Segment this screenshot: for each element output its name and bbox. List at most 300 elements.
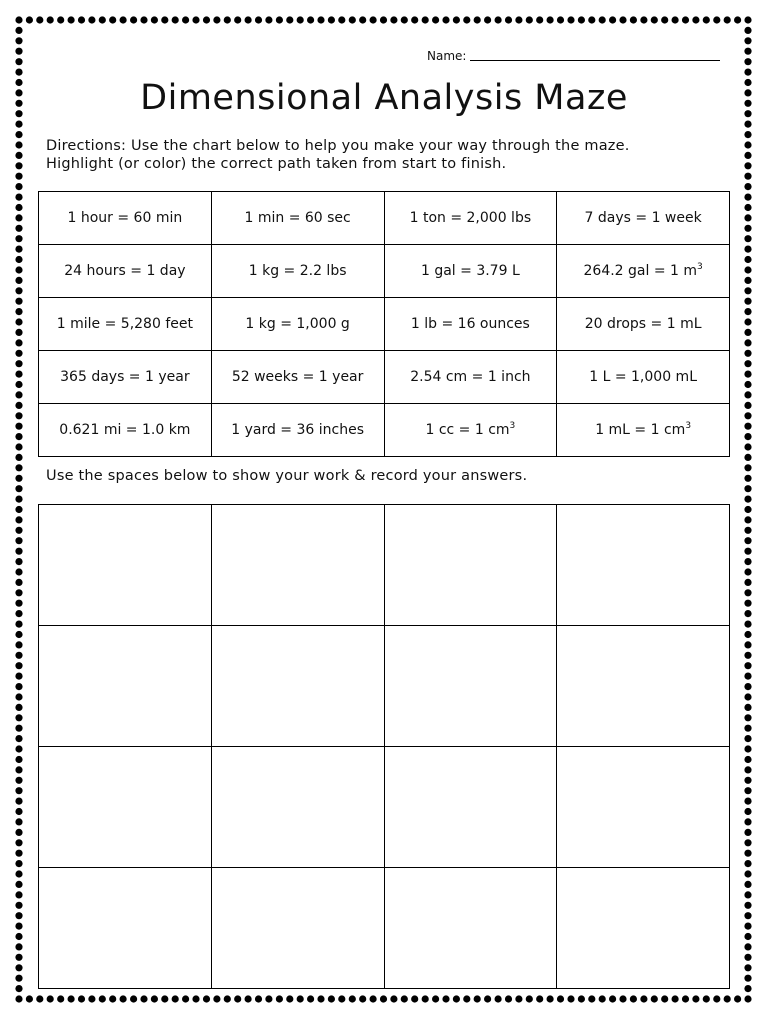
border-dot (380, 16, 387, 23)
border-dot (15, 870, 22, 877)
border-dot (744, 16, 751, 23)
border-dot (588, 16, 595, 23)
border-dot (26, 16, 33, 23)
work-answer-box[interactable] (384, 868, 557, 989)
border-dot (744, 745, 751, 752)
border-dot (15, 329, 22, 336)
border-dot (515, 16, 522, 23)
border-dot (744, 621, 751, 628)
border-dot (567, 16, 574, 23)
border-dot (744, 860, 751, 867)
conversion-text: 1 hour = 60 min (67, 210, 183, 226)
border-dot (78, 16, 85, 23)
border-dot (640, 16, 647, 23)
border-dot (744, 818, 751, 825)
border-dot (15, 48, 22, 55)
directions-line-1: Directions: Use the chart below to help you make your way through the maze. (46, 138, 630, 154)
border-dot (713, 16, 720, 23)
border-dot (245, 16, 252, 23)
border-dot (609, 16, 616, 23)
border-dot (672, 995, 679, 1002)
border-dot (744, 683, 751, 690)
border-dot (140, 995, 147, 1002)
border-dot (744, 339, 751, 346)
border-dot (359, 995, 366, 1002)
conversion-text: 1 min = 60 sec (244, 210, 351, 226)
border-dot (109, 995, 116, 1002)
border-dot (526, 16, 533, 23)
border-dot (276, 995, 283, 1002)
name-label: Name: (427, 49, 467, 63)
border-dot (744, 579, 751, 586)
border-dot (15, 568, 22, 575)
border-dot (744, 162, 751, 169)
border-dot (744, 152, 751, 159)
border-dot (744, 496, 751, 503)
border-dot (744, 423, 751, 430)
border-dot (744, 58, 751, 65)
border-dot (15, 818, 22, 825)
conversion-cell (211, 192, 384, 245)
border-dot (744, 787, 751, 794)
border-dot (192, 995, 199, 1002)
border-dot (744, 808, 751, 815)
work-row (39, 747, 730, 868)
border-dot (744, 558, 751, 565)
border-dot (15, 173, 22, 180)
border-dot (609, 995, 616, 1002)
border-dot (557, 16, 564, 23)
border-dot (744, 850, 751, 857)
border-dot (317, 995, 324, 1002)
border-dot (744, 641, 751, 648)
border-dot (744, 235, 751, 242)
border-dot (744, 256, 751, 263)
border-dot (15, 204, 22, 211)
conversion-text: 1 L = 1,000 mL (589, 369, 697, 385)
border-dot (432, 16, 439, 23)
border-dot (588, 995, 595, 1002)
conversion-cell (557, 351, 730, 404)
border-dot (505, 16, 512, 23)
conversion-row (39, 245, 730, 298)
border-dot (15, 985, 22, 992)
border-dot (744, 829, 751, 836)
border-dot (15, 798, 22, 805)
border-dot (15, 787, 22, 794)
border-dot (744, 412, 751, 419)
border-dot (213, 16, 220, 23)
conversion-cell (384, 192, 557, 245)
border-dot (15, 693, 22, 700)
border-dot (744, 652, 751, 659)
border-dot (15, 683, 22, 690)
border-dot (744, 214, 751, 221)
border-dot (744, 943, 751, 950)
border-dot (744, 975, 751, 982)
page-title: Dimensional Analysis Maze (140, 78, 628, 118)
border-dot (599, 16, 606, 23)
border-dot (88, 16, 95, 23)
border-dot (109, 16, 116, 23)
border-dot (744, 589, 751, 596)
border-dot (744, 548, 751, 555)
work-row (39, 626, 730, 747)
border-dot (640, 995, 647, 1002)
border-dot (401, 995, 408, 1002)
border-dot (630, 16, 637, 23)
border-dot (15, 58, 22, 65)
border-dot (15, 308, 22, 315)
border-dot (744, 371, 751, 378)
border-dot (286, 16, 293, 23)
border-dot (744, 766, 751, 773)
border-dot (36, 16, 43, 23)
border-dot (682, 995, 689, 1002)
border-dot (15, 725, 22, 732)
border-dot (15, 954, 22, 961)
border-dot (422, 995, 429, 1002)
border-dot (15, 579, 22, 586)
conversion-text: 2.54 cm = 1 inch (410, 369, 531, 385)
border-dot (161, 16, 168, 23)
border-dot (161, 995, 168, 1002)
border-dot (328, 995, 335, 1002)
name-blank-line[interactable] (470, 59, 720, 61)
border-dot (15, 391, 22, 398)
conversion-superscript: 3 (509, 421, 516, 431)
border-dot (630, 995, 637, 1002)
border-dot (265, 16, 272, 23)
border-dot (547, 16, 554, 23)
border-dot (307, 995, 314, 1002)
border-dot (15, 162, 22, 169)
border-dot (99, 16, 106, 23)
conversion-cell (384, 404, 557, 457)
border-dot (15, 548, 22, 555)
border-dot (15, 131, 22, 138)
border-dot (78, 995, 85, 1002)
border-dot (744, 881, 751, 888)
border-dot (703, 16, 710, 23)
border-dot (192, 16, 199, 23)
border-dot (68, 16, 75, 23)
border-dot (15, 652, 22, 659)
border-dot (15, 214, 22, 221)
border-dot (57, 995, 64, 1002)
border-dot (536, 16, 543, 23)
border-dot (463, 16, 470, 23)
conversion-text: 1 gal = 3.79 L (420, 263, 520, 279)
border-dot (120, 16, 127, 23)
border-dot (744, 308, 751, 315)
border-dot (15, 381, 22, 388)
border-dot (661, 995, 668, 1002)
border-dot (286, 995, 293, 1002)
conversion-cell (557, 404, 730, 457)
border-dot (15, 318, 22, 325)
work-answer-box[interactable] (384, 505, 557, 626)
border-dot (484, 995, 491, 1002)
work-answer-box[interactable] (557, 868, 730, 989)
border-dot (619, 995, 626, 1002)
border-dot (744, 912, 751, 919)
border-dot (15, 37, 22, 44)
border-dot (380, 995, 387, 1002)
border-dot (744, 704, 751, 711)
border-dot (744, 131, 751, 138)
work-answer-box[interactable] (211, 505, 384, 626)
border-dot (26, 995, 33, 1002)
border-dot (744, 183, 751, 190)
border-dot (203, 995, 210, 1002)
border-dot (744, 141, 751, 148)
border-dot (744, 69, 751, 76)
border-dot (744, 891, 751, 898)
border-dot (15, 777, 22, 784)
border-dot (744, 391, 751, 398)
border-dot (338, 16, 345, 23)
border-dot (744, 568, 751, 575)
border-dot (213, 995, 220, 1002)
work-answer-box[interactable] (557, 747, 730, 868)
border-dot (297, 16, 304, 23)
border-dot (744, 537, 751, 544)
border-dot (130, 995, 137, 1002)
border-dot (88, 995, 95, 1002)
border-dot (15, 881, 22, 888)
work-answer-grid (38, 504, 730, 989)
name-field[interactable] (427, 45, 727, 63)
border-dot (15, 558, 22, 565)
border-dot (47, 995, 54, 1002)
conversion-text: 1 mile = 5,280 feet (56, 316, 193, 332)
border-dot (744, 329, 751, 336)
work-instructions: Use the spaces below to show your work & record your answers. (46, 468, 528, 484)
border-dot (724, 16, 731, 23)
conversion-cell (39, 192, 212, 245)
border-dot (15, 433, 22, 440)
border-dot (744, 662, 751, 669)
border-dot (744, 287, 751, 294)
border-dot (567, 995, 574, 1002)
border-dot (744, 433, 751, 440)
conversion-text: 1 mL = 1 cm (595, 422, 686, 438)
border-dot (307, 16, 314, 23)
border-dot (359, 16, 366, 23)
border-dot (744, 360, 751, 367)
directions-text (46, 137, 726, 173)
work-answer-box[interactable] (384, 626, 557, 747)
border-dot (151, 16, 158, 23)
border-dot (15, 745, 22, 752)
border-dot (661, 16, 668, 23)
conversion-text: 365 days = 1 year (60, 369, 190, 385)
border-dot (744, 121, 751, 128)
border-dot (265, 995, 272, 1002)
border-dot (338, 995, 345, 1002)
border-dot (744, 600, 751, 607)
border-dot (15, 923, 22, 930)
conversion-cell (39, 351, 212, 404)
border-dot (390, 16, 397, 23)
border-dot (692, 16, 699, 23)
work-answer-box[interactable] (211, 747, 384, 868)
border-dot (182, 995, 189, 1002)
border-dot (744, 631, 751, 638)
border-dot (15, 423, 22, 430)
work-answer-box[interactable] (384, 747, 557, 868)
border-dot (276, 16, 283, 23)
border-dot (15, 506, 22, 513)
conversion-cell (384, 245, 557, 298)
conversion-cell (211, 245, 384, 298)
conversion-cell (211, 298, 384, 351)
border-dot (224, 16, 231, 23)
border-dot (744, 839, 751, 846)
conversion-cell (39, 404, 212, 457)
border-dot (15, 975, 22, 982)
border-dot (453, 16, 460, 23)
border-dot (442, 995, 449, 1002)
conversion-text: 1 yard = 36 inches (231, 422, 364, 438)
border-dot (15, 735, 22, 742)
border-dot (682, 16, 689, 23)
border-dot (744, 464, 751, 471)
border-dot (15, 912, 22, 919)
conversion-row (39, 404, 730, 457)
border-dot (744, 923, 751, 930)
border-dot (15, 808, 22, 815)
border-dot (744, 777, 751, 784)
border-dot (151, 995, 158, 1002)
border-dot (15, 600, 22, 607)
border-dot (495, 995, 502, 1002)
conversion-text: 1 cc = 1 cm (425, 422, 510, 438)
conversion-row (39, 192, 730, 245)
conversion-text: 1 kg = 2.2 lbs (248, 263, 347, 279)
work-row (39, 868, 730, 989)
border-dot (130, 16, 137, 23)
conversion-text: 1 lb = 16 ounces (410, 316, 530, 332)
border-dot (744, 454, 751, 461)
border-dot (140, 16, 147, 23)
border-dot (744, 902, 751, 909)
work-answer-box[interactable] (211, 626, 384, 747)
border-dot (15, 891, 22, 898)
work-answer-box[interactable] (39, 747, 212, 868)
border-dot (99, 995, 106, 1002)
border-dot (744, 225, 751, 232)
conversion-row (39, 298, 730, 351)
conversion-superscript: 3 (685, 421, 692, 431)
border-dot (57, 16, 64, 23)
border-dot (47, 16, 54, 23)
border-dot (744, 985, 751, 992)
border-dot (15, 516, 22, 523)
conversion-cell (39, 245, 212, 298)
border-dot (15, 454, 22, 461)
border-dot (411, 995, 418, 1002)
border-dot (15, 475, 22, 482)
border-dot (15, 610, 22, 617)
border-dot (578, 995, 585, 1002)
border-dot (15, 225, 22, 232)
border-dot (651, 995, 658, 1002)
border-dot (15, 16, 22, 23)
border-dot (15, 860, 22, 867)
border-dot (15, 485, 22, 492)
border-dot (15, 402, 22, 409)
conversion-cell (557, 245, 730, 298)
border-dot (328, 16, 335, 23)
border-dot (15, 995, 22, 1002)
border-dot (172, 995, 179, 1002)
border-dot (744, 506, 751, 513)
border-dot (15, 256, 22, 263)
work-answer-box[interactable] (557, 505, 730, 626)
directions-line-2: Highlight (or color) the correct path taken from start to finish. (46, 156, 507, 172)
border-dot (15, 673, 22, 680)
border-dot (744, 870, 751, 877)
conversion-text: 0.621 mi = 1.0 km (59, 422, 191, 438)
border-dot (15, 829, 22, 836)
border-dot (744, 194, 751, 201)
border-dot (245, 995, 252, 1002)
border-dot (15, 537, 22, 544)
border-dot (744, 173, 751, 180)
work-row (39, 505, 730, 626)
conversion-text: 52 weeks = 1 year (231, 369, 364, 385)
conversion-chart (38, 191, 730, 457)
border-dot (15, 412, 22, 419)
border-dot (15, 360, 22, 367)
border-dot (536, 995, 543, 1002)
border-dot (578, 16, 585, 23)
border-dot (672, 16, 679, 23)
work-answer-box[interactable] (39, 868, 212, 989)
border-dot (744, 610, 751, 617)
border-dot (505, 995, 512, 1002)
border-dot (15, 631, 22, 638)
conversion-text: 24 hours = 1 day (64, 263, 186, 279)
border-dot (349, 995, 356, 1002)
border-dot (15, 464, 22, 471)
border-dot (15, 933, 22, 940)
border-dot (744, 964, 751, 971)
work-answer-box[interactable] (39, 505, 212, 626)
work-answer-box[interactable] (39, 626, 212, 747)
border-dot (234, 995, 241, 1002)
border-dot (744, 350, 751, 357)
border-dot (713, 995, 720, 1002)
border-dot (515, 995, 522, 1002)
border-dot (15, 496, 22, 503)
work-answer-box[interactable] (557, 626, 730, 747)
border-dot (744, 725, 751, 732)
border-dot (703, 995, 710, 1002)
border-dot (370, 995, 377, 1002)
border-dot (744, 735, 751, 742)
border-dot (370, 16, 377, 23)
work-answer-box[interactable] (211, 868, 384, 989)
border-dot (474, 995, 481, 1002)
border-dot (15, 756, 22, 763)
border-dot (744, 277, 751, 284)
border-dot (484, 16, 491, 23)
border-dot (744, 516, 751, 523)
border-dot (15, 443, 22, 450)
